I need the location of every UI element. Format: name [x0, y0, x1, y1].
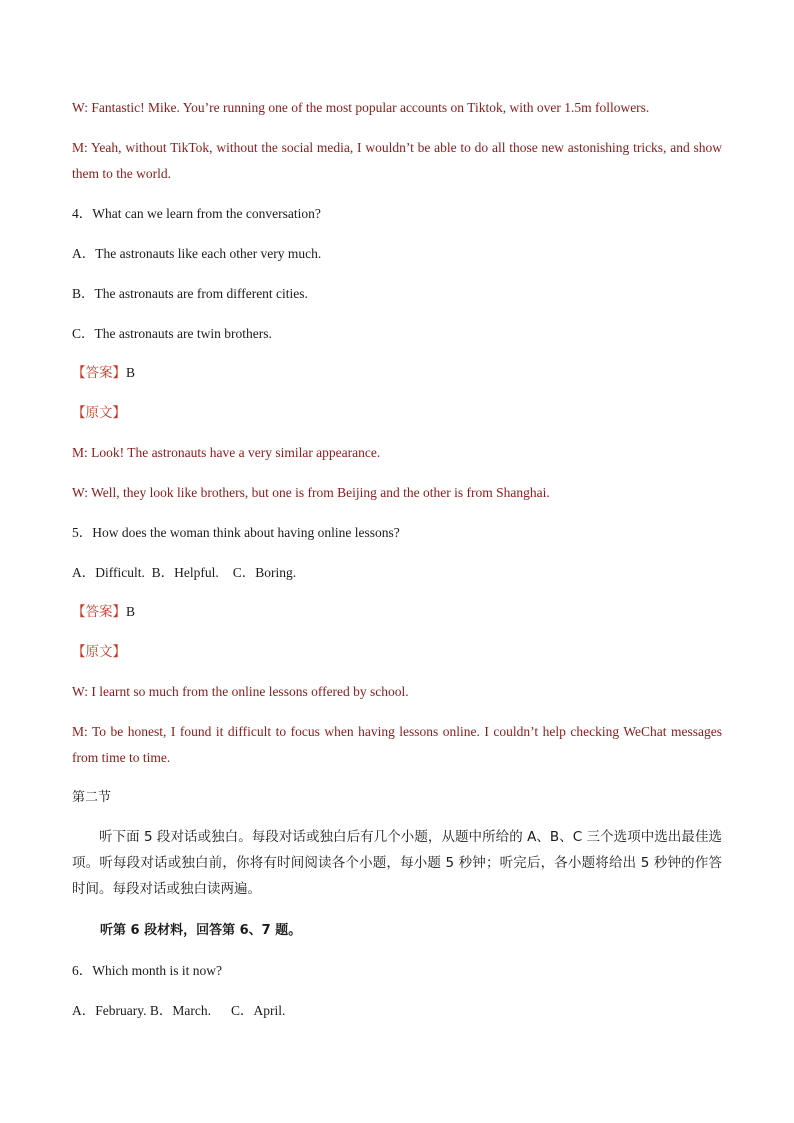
- question-5-option-b: B．Helpful.: [151, 565, 219, 580]
- transcript-line-w: W: Fantastic! Mike. You’re running one of the most popular accounts on Tiktok, with over 1.5m followers.: [72, 100, 650, 115]
- question-6-options: [72, 1002, 722, 1020]
- question-6-option-c: C．April.: [230, 1003, 286, 1018]
- transcript-4-line-w: W: Well, they look like brothers, but one is from Beijing and the other is from Shanghai.: [72, 485, 550, 500]
- answer-label: 【答案】: [72, 604, 126, 620]
- section-title: 第二节: [72, 790, 112, 805]
- transcript-4-line-m: M: Look! The astronauts have a very similar appearance.: [72, 445, 381, 460]
- answer-4: [72, 364, 722, 382]
- transcript-5-line-w: W: I learnt so much from the online lessons offered by school.: [72, 684, 409, 699]
- question-6-option-b: B．March.: [149, 1003, 211, 1018]
- transcript-label: 【原文】: [72, 405, 126, 421]
- question-4-option-b: B．The astronauts are from different cities.: [72, 286, 308, 301]
- answer-value: B: [126, 365, 136, 380]
- transcript-label-4: [72, 404, 722, 422]
- question-5-option-a: A．Difficult.: [72, 565, 145, 580]
- question-5-options: [72, 564, 722, 582]
- transcript-label: 【原文】: [72, 644, 126, 660]
- answer-label: 【答案】: [72, 365, 126, 381]
- question-5-option-c: C．Boring.: [232, 565, 297, 580]
- material-heading: 听第 6 段材料，回答第 6、7 题。: [100, 923, 302, 938]
- question-4-option-a: A．The astronauts like each other very much.: [72, 246, 322, 261]
- transcript-5-line-m: M: To be honest, I found it difficult to focus when having lessons online. I couldn’t help checking WeChat messages from time to time.: [72, 724, 722, 765]
- transcript-line-m: M: Yeah, without TikTok, without the social media, I wouldn’t be able to do all those new astonishing tricks, and show them to the world.: [72, 140, 722, 181]
- transcript-label-5: [72, 643, 722, 661]
- answer-value: B: [126, 604, 136, 619]
- answer-5: [72, 603, 722, 621]
- question-4-option-c: C．The astronauts are twin brothers.: [72, 326, 272, 341]
- question-6: 6．Which month is it now?: [72, 963, 222, 978]
- question-4: 4．What can we learn from the conversation?: [72, 206, 321, 221]
- question-6-option-a: A．February.: [72, 1003, 147, 1018]
- question-5: 5．How does the woman think about having online lessons?: [72, 525, 400, 540]
- section-instructions: 听下面 5 段对话或独白。每段对话或独白后有几个小题，从题中所给的 A、B、C 三个选项中选出最佳选项。听每段对话或独白前，你将有时间阅读各个小题，每小题 5 秒钟；听完后，各小题将给出 5 秒钟的作答时间。每段对话或独白读两遍。: [72, 829, 722, 897]
